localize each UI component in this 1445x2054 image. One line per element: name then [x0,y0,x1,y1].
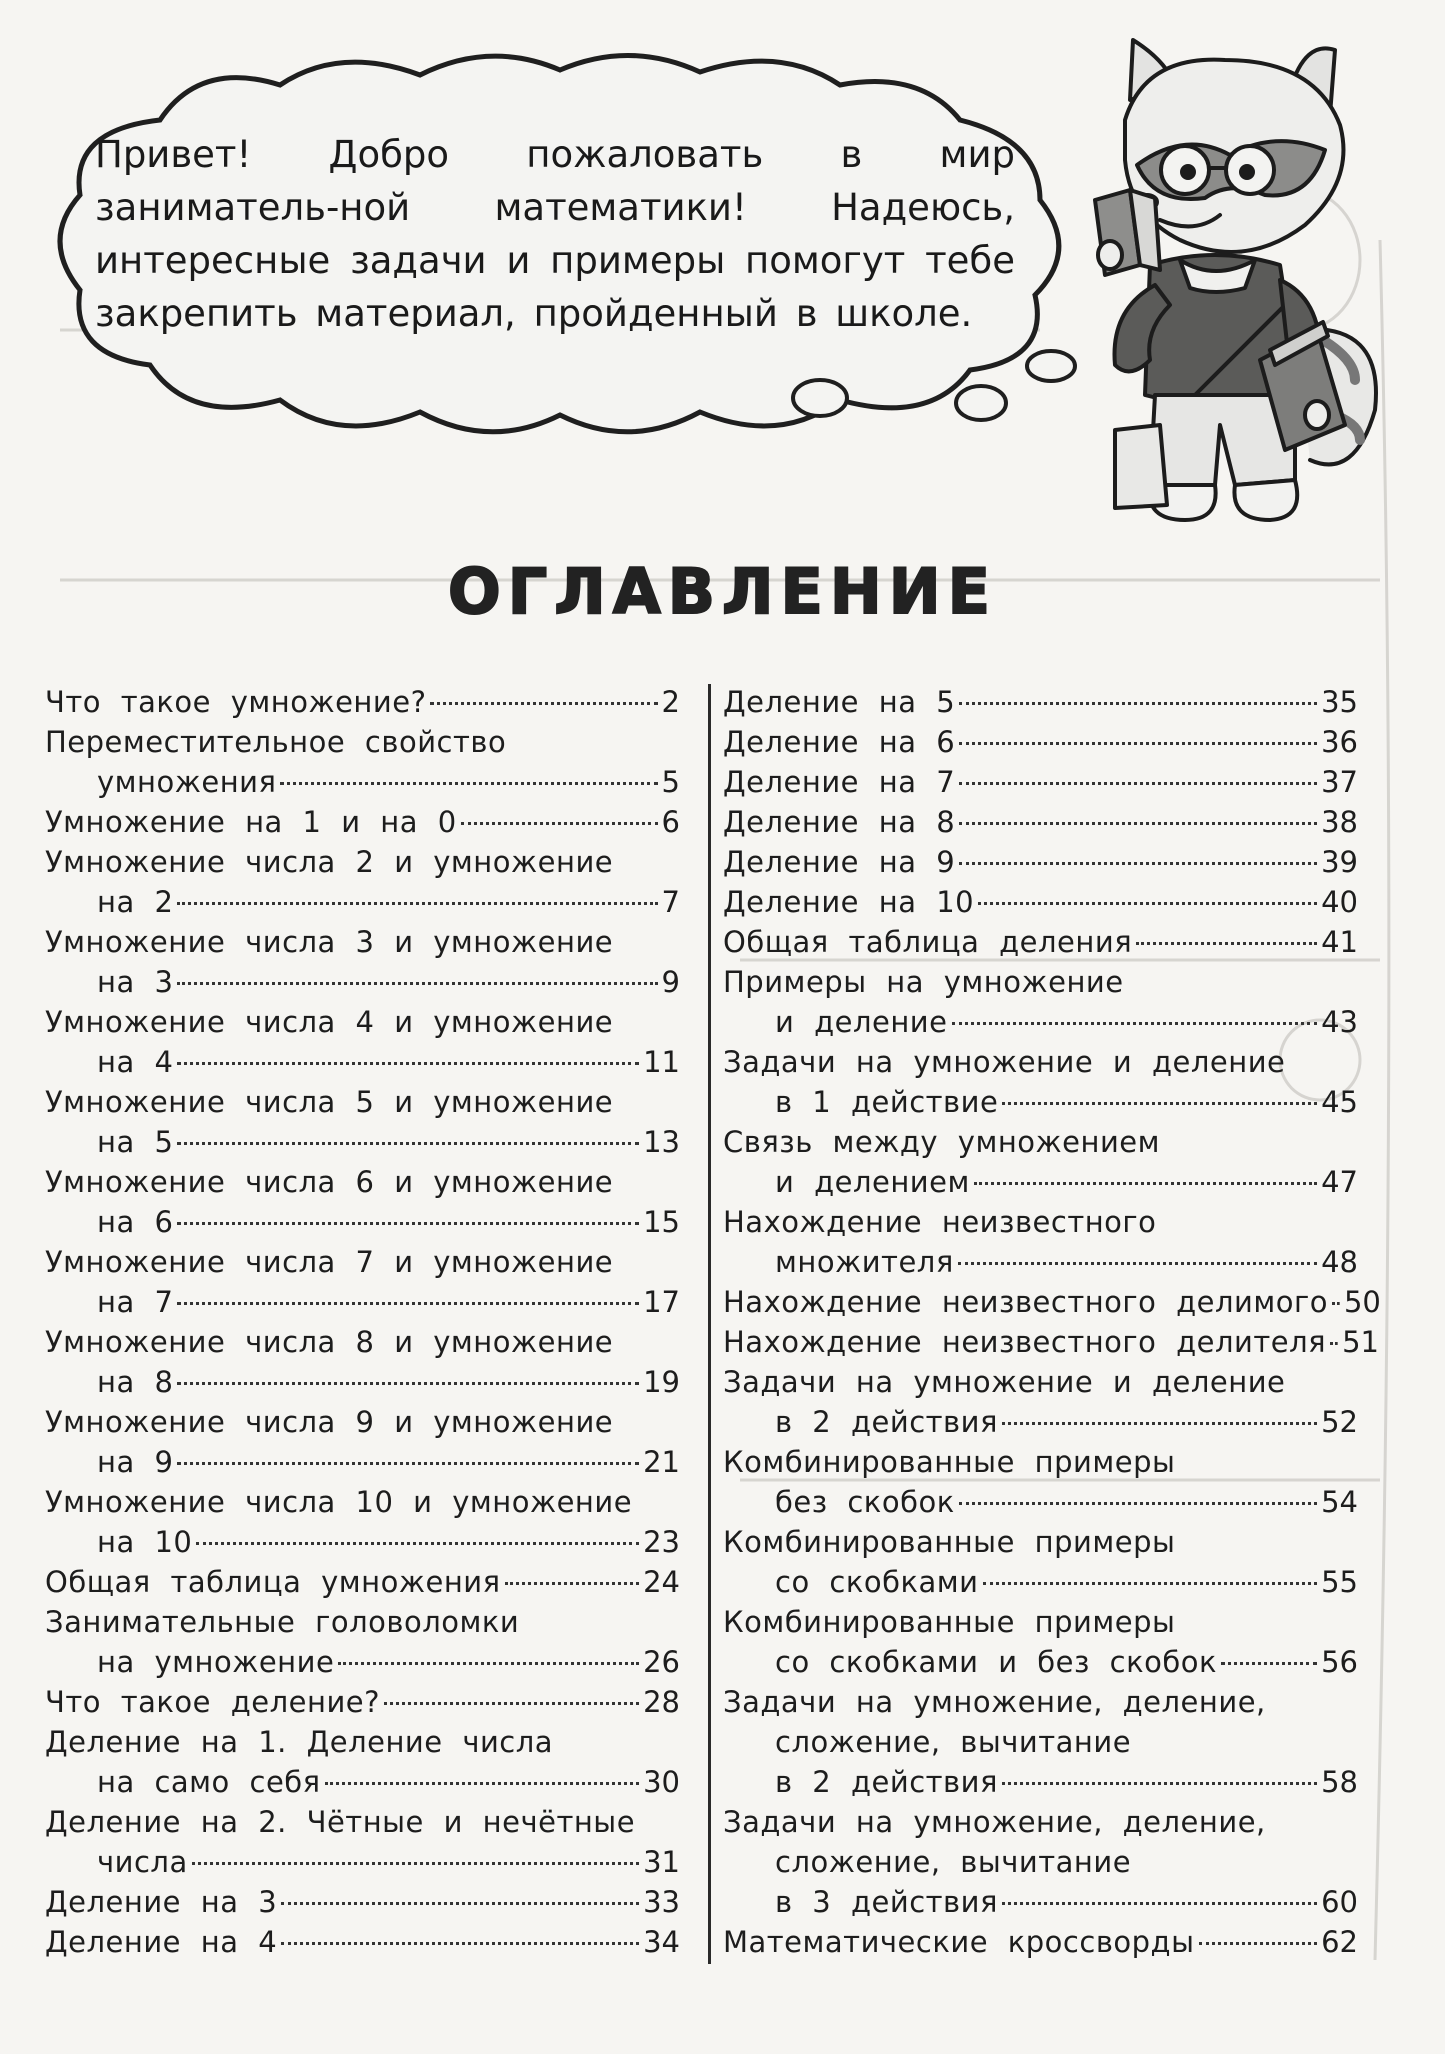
toc-entry-title: в 2 действия [775,1405,998,1439]
toc-entry [723,762,1358,802]
toc-entry-title: в 3 действия [775,1885,998,1919]
toc-entry-title: в 1 действие [775,1085,999,1119]
toc-page-number: 51 [1342,1325,1380,1359]
toc-entry [723,1682,1358,1802]
toc-page-number: 5 [661,765,680,799]
toc-entry [723,1322,1380,1362]
toc-entry-title: Задачи на умножение и деление [723,1365,1286,1399]
toc-leader-dots [280,782,657,785]
toc-page-number: 60 [1321,1885,1358,1919]
toc-entry-title: Общая таблица деления [723,925,1133,959]
toc-page-number: 34 [643,1925,680,1959]
toc-entry-title: Умножение числа 6 и умножение [45,1165,614,1199]
toc-entry-title: Задачи на умножение, деление, [723,1685,1266,1719]
toc-page-number: 39 [1321,845,1358,879]
toc-page-number: 47 [1321,1165,1358,1199]
toc-page-number: 43 [1321,1005,1358,1039]
toc-leader-dots [1002,1102,1317,1105]
toc-entry [723,1442,1358,1522]
toc-column-left [45,682,680,1962]
toc-leader-dots [338,1662,639,1665]
toc-entry-title: Задачи на умножение, деление, [723,1805,1266,1839]
toc-entry-title: Деление на 6 [723,725,956,759]
toc-leader-dots [281,1902,639,1905]
toc-entry [723,842,1358,882]
toc-entry-title: Умножение числа 4 и умножение [45,1005,614,1039]
toc-entry [723,1602,1358,1682]
toc-entry-title: на 2 [97,885,174,919]
toc-entry [45,1402,680,1482]
toc-page-number: 33 [643,1885,680,1919]
toc-page-number: 62 [1321,1925,1358,1959]
toc-leader-dots [1330,1342,1338,1345]
toc-entry [45,1882,680,1922]
toc-page-number: 48 [1321,1245,1358,1279]
toc-entry-title: со скобками и без скобок [775,1645,1217,1679]
toc-entry-title: Умножение числа 10 и умножение [45,1485,633,1519]
toc-entry [45,722,680,802]
toc-entry-title: Деление на 9 [723,845,956,879]
toc-entry-title: Математические кроссворды [723,1925,1195,1959]
toc-leader-dots [177,1142,639,1145]
toc-entry-title: Нахождение неизвестного делимого [723,1285,1328,1319]
toc-leader-dots [177,1462,639,1465]
column-divider [708,684,711,1964]
toc-entry [723,922,1358,962]
toc-page-number: 56 [1321,1645,1358,1679]
toc-entry [45,802,680,842]
toc-entry-title: Задачи на умножение и деление [723,1045,1286,1079]
toc-entry-title: Нахождение неизвестного делителя [723,1325,1327,1359]
toc-entry-title: Деление на 10 [723,885,975,919]
toc-entry-title: на 6 [97,1205,174,1239]
toc-page-number: 37 [1321,765,1358,799]
toc-entry-title: Умножение числа 8 и умножение [45,1325,614,1359]
toc-entry-title: Умножение числа 3 и умножение [45,925,614,959]
toc-entry [723,1802,1358,1922]
toc-page-number: 6 [661,805,680,839]
toc-leader-dots [959,702,1317,705]
toc-entry-title: и делением [775,1165,970,1199]
toc-page-number: 26 [643,1645,680,1679]
toc-entry [45,1602,680,1682]
toc-leader-dots [177,1062,639,1065]
toc-entry-title: Умножение числа 5 и умножение [45,1085,614,1119]
toc-entry [45,1322,680,1402]
toc-entry [723,682,1358,722]
toc-leader-dots [430,702,657,705]
toc-entry [45,1562,680,1602]
toc-entry-title: Комбинированные примеры [723,1445,1176,1479]
toc-entry [45,1922,680,1962]
toc-leader-dots [1002,1422,1317,1425]
toc-page-number: 28 [643,1685,680,1719]
toc-entry-title: Деление на 8 [723,805,956,839]
toc-page-number: 40 [1321,885,1358,919]
toc-entry-title: умножения [97,765,277,799]
toc-entry-title: на 5 [97,1125,174,1159]
toc-entry [45,1242,680,1322]
toc-entry [45,1082,680,1162]
toc-entry-title: Умножение числа 2 и умножение [45,845,614,879]
toc-heading: ОГЛАВЛЕНИЕ [448,555,997,628]
toc-entry-title: Деление на 5 [723,685,956,719]
toc-entry-title: Нахождение неизвестного [723,1205,1157,1239]
toc-entry-title: со скобками [775,1565,979,1599]
toc-leader-dots [958,1262,1317,1265]
toc-leader-dots [281,1942,639,1945]
toc-entry [723,1922,1358,1962]
toc-entry [723,1362,1358,1442]
toc-leader-dots [196,1542,639,1545]
toc-page-number: 15 [643,1205,680,1239]
greeting-text: Привет! Добро пожаловать в мир заниматель-ной математики! Надеюсь, интересные задачи и примеры помогут тебе закрепить материал, пройденный в школе. [95,133,1015,335]
toc-entry [45,1002,680,1082]
toc-entry-title: Переместительное свойство [45,725,507,759]
toc-entry [723,1122,1358,1202]
toc-page-number: 52 [1321,1405,1358,1439]
toc-entry-title: в 2 действия [775,1765,998,1799]
toc-entry [45,1682,680,1722]
toc-entry-title: Занимательные головоломки [45,1605,520,1639]
toc-page-number: 7 [661,885,680,919]
toc-leader-dots [1221,1662,1317,1665]
toc-entry [723,802,1358,842]
toc-entry-title: Комбинированные примеры [723,1605,1176,1639]
toc-entry [723,1282,1381,1322]
toc-page-number: 41 [1321,925,1358,959]
toc-entry-title: сложение, вычитание [775,1725,1132,1759]
toc-leader-dots [959,1502,1317,1505]
toc-entry-title: на 9 [97,1445,174,1479]
toc-entry [723,1522,1358,1602]
toc-entry [45,1722,680,1802]
toc-leader-dots [952,1022,1318,1025]
toc-entry-title: Деление на 3 [45,1885,278,1919]
toc-page-number: 19 [643,1365,680,1399]
toc-page-number: 31 [643,1845,680,1879]
toc-leader-dots [177,1222,639,1225]
toc-leader-dots [974,1182,1317,1185]
toc-entry-title: Умножение числа 7 и умножение [45,1245,614,1279]
toc-entry [45,842,680,922]
toc-entry [723,1042,1358,1122]
toc-leader-dots [1332,1302,1340,1305]
toc-page-number: 9 [661,965,680,999]
toc-entry-title: Примеры на умножение [723,965,1124,999]
toc-entry [723,722,1358,762]
toc-page-number: 58 [1321,1765,1358,1799]
toc-entry-title: Деление на 1. Деление числа [45,1725,554,1759]
toc-entry-title: на 7 [97,1285,174,1319]
toc-page-number: 55 [1321,1565,1358,1599]
toc-entry-title: сложение, вычитание [775,1845,1132,1879]
toc-page-number: 21 [643,1445,680,1479]
toc-entry-title: на 4 [97,1045,174,1079]
toc-page-number: 50 [1343,1285,1381,1319]
toc-entry-title: Что такое умножение? [45,685,427,719]
toc-leader-dots [983,1582,1318,1585]
toc-page-number: 35 [1321,685,1358,719]
toc-leader-dots [959,862,1317,865]
toc-entry-title: на умножение [97,1645,335,1679]
toc-entry-title: Умножение на 1 и на 0 [45,805,457,839]
toc-leader-dots [192,1862,639,1865]
toc-entry [723,1202,1358,1282]
toc-leader-dots [1002,1902,1317,1905]
toc-page-number: 2 [661,685,680,719]
toc-page-number: 54 [1321,1485,1358,1519]
toc-page-number: 36 [1321,725,1358,759]
toc-leader-dots [959,782,1317,785]
toc-entry-title: Деление на 2. Чётные и нечётные [45,1805,636,1839]
toc-entry-title: без скобок [775,1485,955,1519]
toc-entry [45,922,680,1002]
toc-page-number: 13 [643,1125,680,1159]
toc-entry [45,682,680,722]
toc-entry [723,882,1358,922]
toc-entry-title: на 10 [97,1525,193,1559]
toc-entry-title: на само себя [97,1765,321,1799]
toc-entry-title: Что такое деление? [45,1685,381,1719]
toc-entry-title: Умножение числа 9 и умножение [45,1405,614,1439]
toc-leader-dots [384,1702,639,1705]
toc-page-number: 38 [1321,805,1358,839]
toc-page-number: 11 [643,1045,680,1079]
toc-leader-dots [505,1582,640,1585]
toc-entry-title: множителя [775,1245,954,1279]
toc-entry-title: на 3 [97,965,174,999]
toc-entry-title: на 8 [97,1365,174,1399]
toc-entry-title: Деление на 7 [723,765,956,799]
toc-leader-dots [1199,1942,1318,1945]
toc-leader-dots [177,902,657,905]
toc-entry-title: числа [97,1845,188,1879]
toc-entry-title: Общая таблица умножения [45,1565,501,1599]
toc-entry-title: Деление на 4 [45,1925,278,1959]
toc-leader-dots [978,902,1317,905]
toc-page-number: 24 [643,1565,680,1599]
toc-page-number: 45 [1321,1085,1358,1119]
toc-leader-dots [1002,1782,1317,1785]
toc-leader-dots [1136,942,1317,945]
raccoon-mascot-illustration [1055,30,1385,560]
toc-leader-dots [177,1302,639,1305]
toc-leader-dots [461,822,658,825]
toc-entry-title: Комбинированные примеры [723,1525,1176,1559]
toc-entry [45,1162,680,1242]
toc-leader-dots [325,1782,639,1785]
toc-entry [45,1802,680,1882]
toc-page-number: 17 [643,1285,680,1319]
toc-leader-dots [177,982,657,985]
toc-entry [723,962,1358,1042]
toc-page-number: 23 [643,1525,680,1559]
toc-leader-dots [959,742,1317,745]
toc-column-right [723,682,1381,1962]
toc-page-number: 30 [643,1765,680,1799]
toc-entry-title: Связь между умножением [723,1125,1161,1159]
toc-leader-dots [177,1382,639,1385]
toc-entry [45,1482,680,1562]
toc-entry-title: и деление [775,1005,948,1039]
toc-leader-dots [959,822,1317,825]
